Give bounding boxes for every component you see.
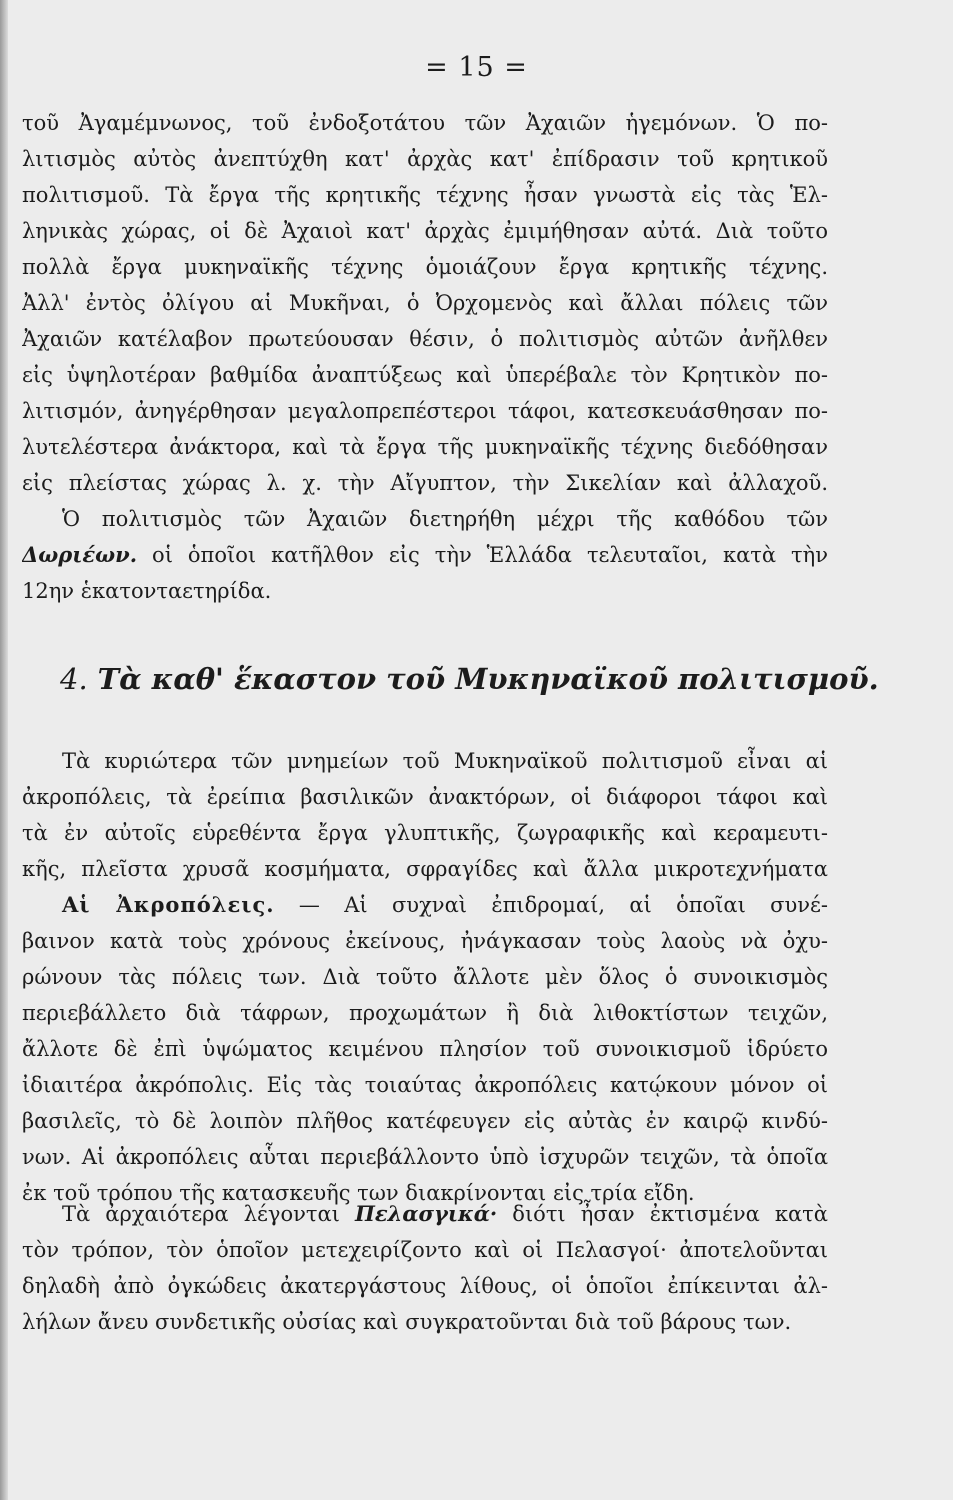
text-line [22, 537, 828, 573]
page-binding-edge [0, 0, 8, 1500]
paragraph-mycenaean-civilization [22, 105, 828, 609]
text-line: Ὁ πολιτισμὸς τῶν Ἀχαιῶν διετηρήθη μέχρι τῆς καθόδου τῶν [62, 507, 828, 531]
text-line: 12ην ἑκατονταετηρίδα. [22, 579, 272, 603]
section-number: 4. [60, 662, 88, 696]
pelasgika-term: Πελασγικά· [354, 1201, 498, 1226]
text-line [22, 887, 828, 923]
text-line [22, 1196, 828, 1232]
text-line: βαινον κατὰ τοὺς χρόνους ἐκείνους, ἠνάγκασαν τοὺς λαοὺς νὰ ὀχυ- [22, 929, 828, 953]
section-heading [60, 662, 879, 696]
text-line: Ἀχαιῶν κατέλαβον πρωτεύουσαν θέσιν, ὁ πολιτισμὸς αὐτῶν ἀνῆλθεν [22, 327, 828, 351]
page-number: = 15 = [425, 52, 528, 83]
text-line: ληνικὰς χώρας, οἱ δὲ Ἀχαιοὶ κατ' ἀρχὰς ἐμιμήθησαν αὐτά. Διὰ τοῦτο [22, 219, 828, 243]
text-line: Ἀλλ' ἐντὸς ὀλίγου αἱ Μυκῆναι, ὁ Ὀρχομενὸς καὶ ἄλλαι πόλεις τῶν [22, 291, 828, 315]
text-fragment: — Αἱ συχναὶ ἐπιδρομαί, αἱ ὁποῖαι συνέ- [298, 893, 828, 917]
text-line: εἰς ὑψηλοτέραν βαθμίδα ἀναπτύξεως καὶ ὑπερέβαλε τὸν Κρητικὸν πο- [22, 363, 828, 387]
text-line: πολλὰ ἔργα μυκηναϊκῆς τέχνης ὁμοιάζουν ἔργα κρητικῆς τέχνης. [22, 255, 828, 279]
text-line: λήλων ἄνευ συνδετικῆς οὐσίας καὶ συγκρατοῦνται διὰ τοῦ βάρους των. [22, 1310, 792, 1334]
text-fragment: διότι ἦσαν ἐκτισμένα κατὰ [512, 1202, 828, 1226]
text-line: λυτελέστερα ἀνάκτορα, καὶ τὰ ἔργα τῆς μυκηναϊκῆς τέχνης διεδόθησαν [22, 435, 828, 459]
text-line: εἰς πλείστας χώρας λ. χ. τὴν Αἴγυπτον, τὴν Σικελίαν καὶ ἀλλαχοῦ. [22, 471, 828, 495]
paragraph-pelasgic-walls [22, 1196, 828, 1340]
text-line: πολιτισμοῦ. Τὰ ἔργα τῆς κρητικῆς τέχνης ἦσαν γνωστὰ εἰς τὰς Ἑλ- [22, 183, 828, 207]
text-line: δηλαδὴ ἀπὸ ὀγκώδεις ἀκατεργάστους λίθους, οἱ ὁποῖοι ἐπίκεινται ἀλ- [22, 1274, 828, 1298]
text-line: βασιλεῖς, τὸ δὲ λοιπὸν πλῆθος κατέφευγεν εἰς αὐτὰς ἐν καιρῷ κινδύ- [22, 1109, 828, 1133]
text-line: ἀκροπόλεις, τὰ ἐρείπια βασιλικῶν ἀνακτόρων, οἱ διάφοροι τάφοι καὶ [22, 785, 828, 809]
text-line: λιτισμόν, ἀνηγέρθησαν μεγαλοπρεπέστεροι τάφοι, κατεσκευάσθησαν πο- [22, 399, 828, 423]
text-line: τὰ ἐν αὐτοῖς εὑρεθέντα ἔργα γλυπτικῆς, ζωγραφικῆς καὶ κεραμευτι- [22, 821, 828, 845]
text-line: ρώνουν τὰς πόλεις των. Διὰ τοῦτο ἄλλοτε μὲν ὅλος ὁ συνοικισμὸς [22, 965, 828, 989]
text-fragment: Τὰ ἀρχαιότερα λέγονται [62, 1202, 340, 1226]
text-line: κῆς, πλεῖστα χρυσᾶ κοσμήματα, σφραγίδες καὶ ἄλλα μικροτεχνήματα [22, 857, 828, 881]
paragraph-monuments [22, 743, 828, 1211]
text-fragment: οἱ ὁποῖοι κατῆλθον εἰς τὴν Ἑλλάδα τελευταῖοι, κατὰ τὴν [152, 543, 828, 567]
text-line: ἐκ τοῦ τρόπου τῆς κατασκευῆς των διακρίνονται εἰς τρία εἴδη. [22, 1181, 695, 1205]
text-line: Τὰ κυριώτερα τῶν μνημείων τοῦ Μυκηναϊκοῦ πολιτισμοῦ εἶναι αἱ [62, 749, 828, 773]
text-line: ἄλλοτε δὲ ἐπὶ ὑψώματος κειμένου πλησίον τοῦ συνοικισμοῦ ἱδρύετο [22, 1037, 828, 1061]
text-line: νων. Αἱ ἀκροπόλεις αὗται περιεβάλλοντο ὑπὸ ἰσχυρῶν τειχῶν, τὰ ὁποῖα [22, 1145, 828, 1169]
text-line: ἰδιαιτέρα ἀκρόπολις. Εἰς τὰς τοιαύτας ἀκροπόλεις κατῴκουν μόνον οἱ [22, 1073, 828, 1097]
text-line: τὸν τρόπον, τὸν ὁποῖον μετεχειρίζοντο καὶ οἱ Πελασγοί· ἀποτελοῦνται [22, 1238, 828, 1262]
acropoleis-subtitle: Αἱ Ἀκροπόλεις. [62, 892, 275, 917]
text-line: περιεβάλλετο διὰ τάφρων, προχωμάτων ἢ διὰ λιθοκτίστων τειχῶν, [22, 1001, 828, 1025]
dorians-term: Δωριέων. [22, 542, 138, 567]
text-line: λιτισμὸς αὐτὸς ἀνεπτύχθη κατ' ἀρχὰς κατ' ἐπίδρασιν τοῦ κρητικοῦ [22, 147, 828, 171]
section-title: Τὰ καθ' ἕκαστον τοῦ Μυκηναϊκοῦ πολιτισμοῦ. [97, 662, 879, 696]
text-line: τοῦ Ἀγαμέμνωνος, τοῦ ἐνδοξοτάτου τῶν Ἀχαιῶν ἡγεμόνων. Ὁ πο- [22, 111, 828, 135]
